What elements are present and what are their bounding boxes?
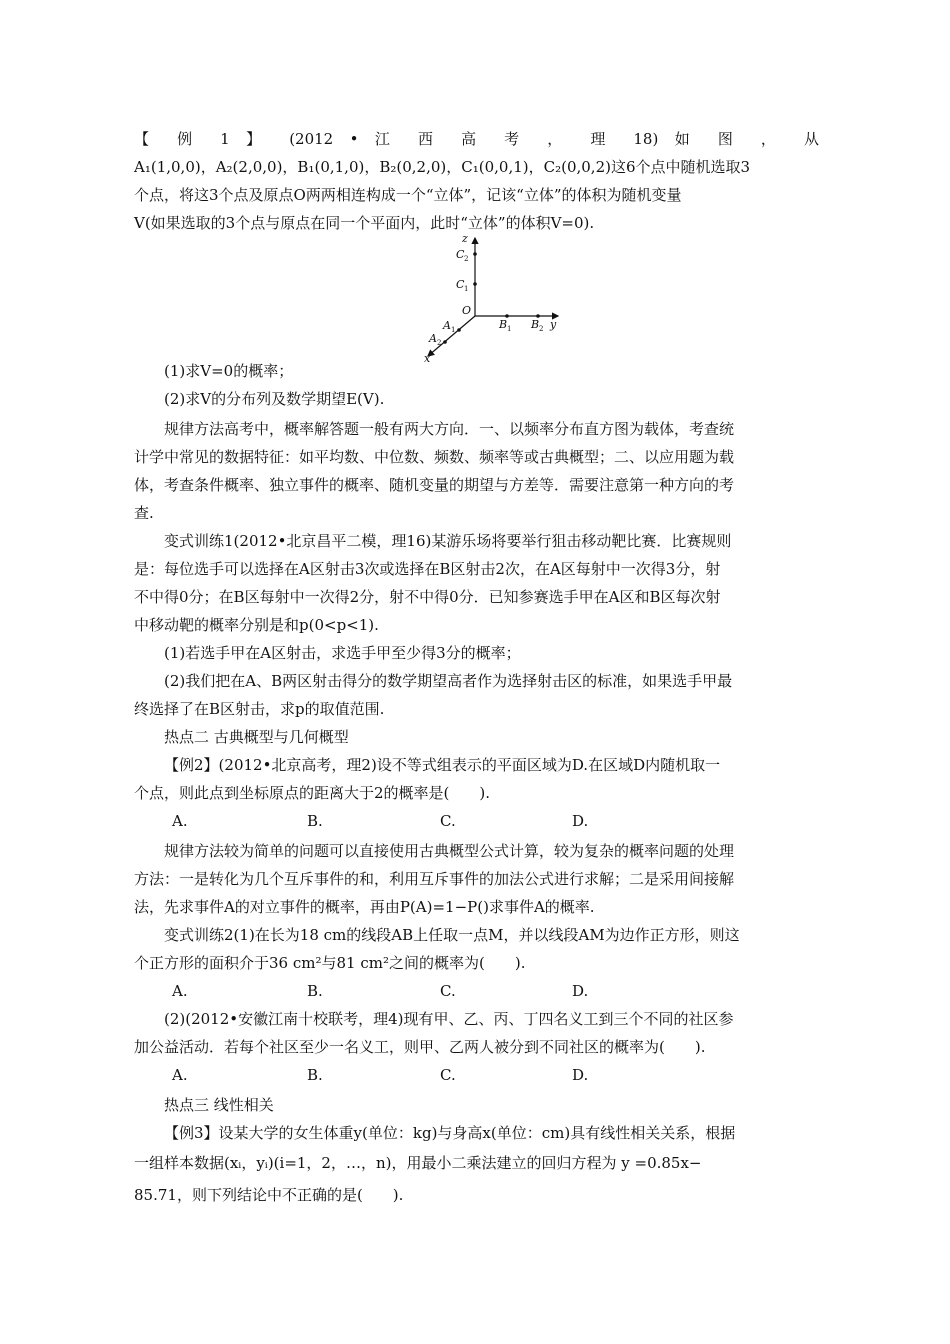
svg-text:2: 2 (539, 325, 544, 333)
exercise2-part2: (2)(2012•安徽江南十校联考，理4)现有甲、乙、丙、丁四名义工到三个不同的社区参 (164, 1010, 734, 1028)
method-paragraph: 方法：一是转化为几个互斥事件的和，利用互斥事件的加法公式进行求解；二是采用间接解 (134, 870, 735, 888)
svg-text:1: 1 (451, 326, 456, 334)
option-b: B. (307, 812, 323, 830)
method-paragraph: 法，先求事件A的对立事件的概率，再由P(A)=1−P()求事件A的概率. (134, 898, 595, 916)
example1-text: 个点，将这3个点及原点O两两相连构成一个“立体”，记该“立体”的体积为随机变量 (134, 186, 682, 204)
z-label: z (462, 232, 468, 245)
a1-label: A (443, 319, 451, 332)
origin-label: O (462, 304, 472, 317)
choice-options (172, 810, 772, 832)
option-c: C. (440, 1066, 456, 1084)
svg-text:1: 1 (507, 325, 512, 333)
exercise2-paragraph: 个正方形的面积介于36 cm²与81 cm²之间的概率为( ). (134, 954, 526, 972)
example1-heading: 【 例 1 】 (2012 • 江 西 高 考 ， 理 18) 如 图 ， 从 (134, 130, 819, 148)
method-paragraph: 规律方法高考中，概率解答题一般有两大方向．一、以频率分布直方图为载体，考查统 (164, 420, 735, 438)
example3-paragraph: 85.71，则下列结论中不正确的是( ). (134, 1186, 404, 1204)
point-a2 (443, 340, 447, 344)
section-heading: 热点二 古典概型与几何概型 (164, 728, 349, 746)
option-d: D. (572, 982, 589, 1000)
choice-options (172, 1064, 772, 1086)
option-b: B. (307, 982, 323, 1000)
question-1: (1)求V=0的概率； (164, 362, 294, 380)
exercise1-paragraph: 变式训练1(2012•北京昌平二模，理16)某游乐场将要举行狙击移动靶比赛．比赛规则 (164, 532, 732, 550)
method-paragraph: 计学中常见的数据特征：如平均数、中位数、频数、频率等或古典概型；二、以应用题为载 (134, 448, 735, 466)
option-d: D. (572, 812, 589, 830)
svg-text:1: 1 (464, 285, 469, 293)
exercise2-paragraph: 变式训练2(1)在长为18 cm的线段AB上任取一点M，并以线段AM为边作正方形，则这 (164, 926, 740, 944)
section-heading: 热点三 线性相关 (164, 1096, 274, 1114)
point-a1 (457, 328, 461, 332)
svg-text:2: 2 (437, 339, 442, 347)
option-a: A. (172, 812, 188, 830)
c2-label: C (456, 248, 465, 261)
method-paragraph: 体，考查条件概率、独立事件的概率、随机变量的期望与方差等．需要注意第一种方向的考 (134, 476, 735, 494)
b2-label: B (531, 318, 540, 331)
example1-text: V(如果选取的3个点与原点在同一个平面内，此时“立体”的体积V=0). (134, 214, 595, 232)
example3-paragraph: 一组样本数据(xᵢ，yᵢ)(i=1，2，…，n)，用最小二乘法建立的回归方程为 y =0.85x− (134, 1154, 702, 1172)
a2-label: A (429, 332, 437, 345)
b1-label: B (499, 318, 508, 331)
exercise1-paragraph: 中移动靶的概率分别是和p(0<p<1). (134, 616, 379, 634)
c1-label: C (456, 278, 465, 291)
exercise1-question-2: 终选择了在B区射击，求p的取值范围. (134, 700, 385, 718)
svg-text:2: 2 (464, 255, 469, 263)
coordinate-axes-figure (418, 228, 568, 368)
example2-paragraph: 个点，则此点到坐标原点的距离大于2的概率是( ). (134, 784, 491, 802)
point-c1 (473, 282, 477, 286)
exercise2-part2: 加公益活动．若每个社区至少一名义工，则甲、乙两人被分到不同社区的概率为( ). (134, 1038, 706, 1056)
x-label: x (424, 352, 431, 365)
option-a: A. (172, 1066, 188, 1084)
option-c: C. (440, 812, 456, 830)
method-paragraph: 查. (134, 504, 154, 522)
question-2: (2)求V的分布列及数学期望E(V). (164, 390, 385, 408)
point-c2 (473, 252, 477, 256)
choice-options (172, 980, 772, 1002)
exercise1-paragraph: 不中得0分；在B区每射中一次得2分，射不中得0分．已知参赛选手甲在A区和B区每次射 (134, 588, 721, 606)
option-a: A. (172, 982, 188, 1000)
method-paragraph: 规律方法较为简单的问题可以直接使用古典概型公式计算，较为复杂的概率问题的处理 (164, 842, 735, 860)
example1-points: A₁(1,0,0)，A₂(2,0,0)，B₁(0,1,0)，B₂(0,2,0)，C₁(0,0,1)，C₂(0,0,2)这6个点中随机选取3 (134, 158, 751, 176)
option-c: C. (440, 982, 456, 1000)
exercise1-question-2: (2)我们把在A、B两区射击得分的数学期望高者作为选择射击区的标准，如果选手甲最 (164, 672, 733, 690)
option-b: B. (307, 1066, 323, 1084)
y-label: y (550, 318, 557, 331)
option-d: D. (572, 1066, 589, 1084)
example3-paragraph: 【例3】设某大学的女生体重y(单位：kg)与身高x(单位：cm)具有线性相关关系，根据 (164, 1124, 736, 1142)
exercise1-question-1: (1)若选手甲在A区射击，求选手甲至少得3分的概率； (164, 644, 521, 662)
example2-paragraph: 【例2】(2012•北京高考，理2)设不等式组表示的平面区域为D.在区域D内随机取一 (164, 756, 721, 774)
exercise1-paragraph: 是：每位选手可以选择在A区射击3次或选择在B区射击2次，在A区每射中一次得3分，射 (134, 560, 721, 578)
